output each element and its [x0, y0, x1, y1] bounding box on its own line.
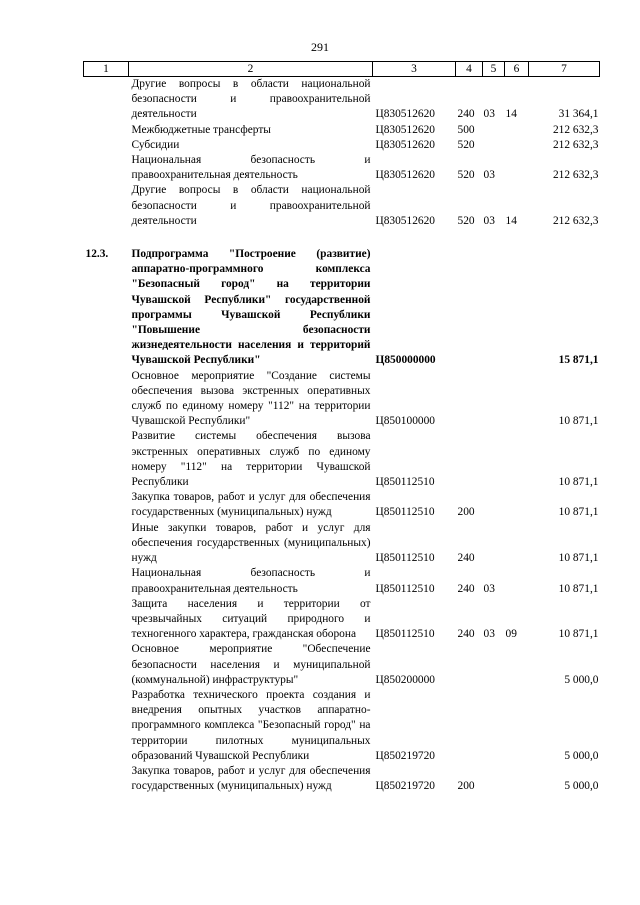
target-article-code: Ц830512620: [375, 123, 435, 136]
table-row: [84, 490, 600, 520]
table-row: [84, 77, 600, 123]
expense-type-code: [456, 247, 483, 369]
row-name: Закупка товаров, работ и услуг для обеспечения государственных (муниципальных) нужд: [131, 491, 371, 519]
row-name: Разработка технического проекта создания и внедрения опытных участков аппаратно-программного комплекса "Безопасный город" на территории пилотных муниципальных образований Чувашской Республики: [131, 688, 371, 762]
subsection-code: 14: [505, 214, 517, 227]
table-row: [84, 138, 600, 153]
subsection-code: [505, 429, 529, 490]
table-row: [84, 597, 600, 643]
row-name: Подпрограмма "Построение (развитие) аппаратно-программного комплекса "Безопасный город" на территории Чувашской Республики" государственной программы Чувашской Республики "Повышение безопасности жизнедеятельности населения и территорий Чувашской Республики": [131, 248, 371, 367]
section-code: [483, 429, 505, 490]
target-article-code: Ц850100000: [375, 415, 435, 428]
subsection-code: 09: [505, 628, 517, 641]
subsection-code: [505, 138, 529, 153]
section-code: 03: [483, 108, 495, 121]
column-header-6: 6: [505, 62, 529, 77]
column-header-3: 3: [373, 62, 456, 77]
expense-type-code: 200: [457, 506, 475, 519]
row-name: Другие вопросы в области национальной безопасности и правоохранительной деятельности: [131, 78, 371, 121]
row-number: [84, 123, 129, 138]
row-name: Межбюджетные трансферты: [131, 123, 271, 136]
row-amount: 31 364,1: [558, 108, 599, 121]
row-amount: 212 632,3: [552, 214, 599, 227]
row-amount: 10 871,1: [558, 415, 599, 428]
row-number: [84, 77, 129, 123]
subsection-code: 14: [505, 108, 517, 121]
row-number: [84, 688, 129, 764]
expense-type-code: 520: [457, 169, 475, 182]
row-number: [84, 429, 129, 490]
row-number: 12.3.: [85, 248, 109, 261]
spacer-row: [84, 229, 600, 247]
row-name: Развитие системы обеспечения вызова экстренных оперативных служб по единому номеру "112" на территории Чувашской Республики: [131, 430, 371, 489]
target-article-code: Ц850200000: [375, 673, 435, 686]
table-row: [84, 429, 600, 490]
table-row: [84, 688, 600, 764]
target-article-code: Ц830512620: [375, 108, 435, 121]
section-code: [483, 764, 505, 794]
subsection-code: [505, 123, 529, 138]
table-header-row: [84, 62, 600, 77]
row-number: [84, 183, 129, 229]
expense-type-code: 520: [457, 138, 475, 151]
column-header-5: 5: [483, 62, 505, 77]
row-amount: 15 871,1: [558, 354, 599, 367]
table-row: [84, 183, 600, 229]
row-number: [84, 138, 129, 153]
row-name: Иные закупки товаров, работ и услуг для обеспечения государственных (муниципальных) нужд: [131, 521, 371, 565]
row-name: Защита населения и территории от чрезвычайных ситуаций природного и техногенного характера, гражданская оборона: [131, 597, 371, 641]
row-number: [84, 369, 129, 430]
subsection-code: [505, 521, 529, 567]
target-article-code: Ц830512620: [375, 169, 435, 182]
row-amount: 10 871,1: [558, 582, 599, 595]
section-code: [483, 247, 505, 369]
table-row: [84, 642, 600, 688]
target-article-code: Ц850000000: [375, 354, 436, 367]
section-code: 03: [483, 214, 495, 227]
section-code: [483, 688, 505, 764]
row-amount: 5 000,0: [564, 673, 599, 686]
expense-type-code: [456, 429, 483, 490]
subsection-code: [505, 490, 529, 520]
row-number: [84, 521, 129, 567]
expense-type-code: 520: [457, 214, 475, 227]
section-code: 03: [483, 582, 495, 595]
target-article-code: Ц850112510: [375, 582, 435, 595]
row-amount: 5 000,0: [564, 780, 599, 793]
section-code: 03: [483, 169, 495, 182]
row-amount: 10 871,1: [558, 476, 599, 489]
row-name: Национальная безопасность и правоохранительная деятельность: [131, 567, 371, 595]
table-row: [84, 123, 600, 138]
table-row: [84, 153, 600, 183]
row-amount: 212 632,3: [552, 138, 599, 151]
table-row: [84, 764, 600, 794]
subsection-code: [505, 247, 529, 369]
section-code: [483, 642, 505, 688]
expense-type-code: [456, 369, 483, 430]
target-article-code: Ц850112510: [375, 476, 435, 489]
subsection-code: [505, 566, 529, 596]
expense-type-code: 240: [457, 108, 475, 121]
row-amount: 10 871,1: [558, 506, 599, 519]
expense-type-code: 200: [457, 780, 475, 793]
table-row: [84, 369, 600, 430]
target-article-code: Ц850219720: [375, 749, 435, 762]
row-amount: 5 000,0: [564, 749, 599, 762]
page-number: 291: [311, 40, 329, 54]
row-number: [84, 490, 129, 520]
section-code: 03: [483, 628, 495, 641]
expense-type-code: 240: [457, 552, 475, 565]
section-code: [483, 369, 505, 430]
target-article-code: Ц850112510: [375, 506, 435, 519]
row-name: Основное мероприятие "Создание системы обеспечения вызова экстренных оперативных служб по единому номеру "112" на территории Чувашской Республики": [131, 369, 371, 428]
row-amount: 10 871,1: [558, 628, 599, 641]
expense-type-code: 240: [457, 582, 475, 595]
table-row: [84, 521, 600, 567]
table-row: [84, 566, 600, 596]
target-article-code: Ц850219720: [375, 780, 435, 793]
expense-type-code: 500: [457, 123, 475, 136]
row-name: Другие вопросы в области национальной безопасности и правоохранительной деятельности: [131, 184, 371, 227]
section-code: [483, 138, 505, 153]
budget-table: [83, 61, 600, 794]
column-header-1: 1: [84, 62, 129, 77]
row-amount: 212 632,3: [552, 123, 599, 136]
row-number: [84, 597, 129, 643]
row-name: Закупка товаров, работ и услуг для обеспечения государственных (муниципальных) нужд: [131, 764, 371, 793]
row-name: Субсидии: [131, 138, 180, 151]
row-amount: 10 871,1: [558, 552, 599, 565]
subsection-code: [505, 153, 529, 183]
expense-type-code: [456, 642, 483, 688]
expense-type-code: 240: [457, 628, 475, 641]
row-amount: 212 632,3: [552, 169, 599, 182]
table-row: [84, 247, 600, 369]
target-article-code: Ц850112510: [375, 552, 435, 565]
subsection-code: [505, 764, 529, 794]
column-header-4: 4: [456, 62, 483, 77]
row-number: [84, 153, 129, 183]
row-number: [84, 642, 129, 688]
target-article-code: Ц830512620: [375, 214, 435, 227]
target-article-code: Ц830512620: [375, 138, 435, 151]
subsection-code: [505, 688, 529, 764]
subsection-code: [505, 369, 529, 430]
column-header-2: 2: [129, 62, 373, 77]
row-number: [84, 566, 129, 596]
section-code: [483, 123, 505, 138]
row-name: Национальная безопасность и правоохранительная деятельность: [131, 154, 371, 182]
row-name: Основное мероприятие "Обеспечение безопасности населения и муниципальной (коммунальной) инфраструктуры": [131, 643, 371, 686]
spacer-cell: [84, 229, 600, 247]
subsection-code: [505, 642, 529, 688]
expense-type-code: [456, 688, 483, 764]
column-header-7: 7: [529, 62, 600, 77]
section-code: [483, 521, 505, 567]
target-article-code: Ц850112510: [375, 628, 435, 641]
section-code: [483, 490, 505, 520]
table-body: [84, 77, 600, 795]
row-number: [84, 764, 129, 794]
